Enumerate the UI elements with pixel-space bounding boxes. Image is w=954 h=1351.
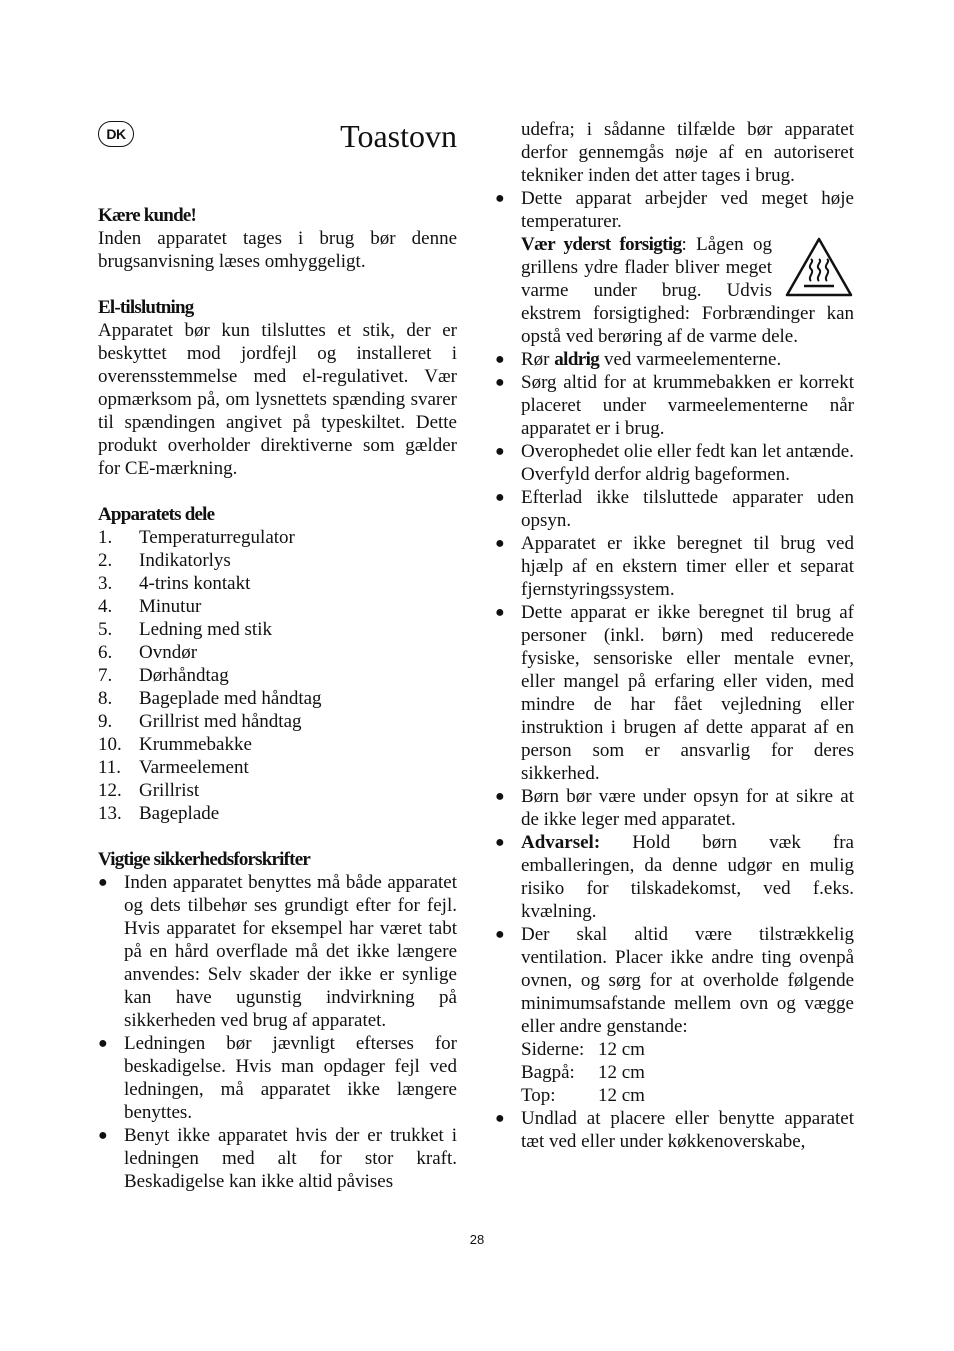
list-item: 12. Grillrist — [98, 780, 200, 801]
safety-item: ● Efterlad ikke tilsluttede apparater uden opsyn. — [495, 487, 854, 531]
el-text: Apparatet bør kun tilsluttes et stik, der er beskyttet mod jordfejl og installeret i overensstemmelse med el-regulativet. Vær opmærksom på, om lysnettets spænding svarer til spændingen angivet på typeskiltet. Dette produkt overholder direktiverne som gælder for CE-mærkning. — [98, 320, 457, 479]
safety-item: ● Inden apparatet benyttes må både apparatet og dets tilbehør ses grundigt efter for fejl. Hvis apparatet for eksempel har været tabt på en hård overflade må det ikke længere anvendes: Selv skader der ikke er synlige kan have ugunstig indvirkning på sikkerheden ved brug af apparatet. — [98, 872, 457, 1031]
safety-item: ● Undlad at placere eller benytte apparatet tæt ved eller under køkkenoverskabe, — [495, 1108, 854, 1152]
bullet-icon: ● — [495, 443, 505, 460]
list-item: 8. Bageplade med håndtag — [98, 688, 322, 709]
safety-item: ● Der skal altid være tilstrækkelig ventilation. Placer ikke andre ting ovenpå ovnen, og sørg for at overholde følgende minimumsafstande mellem ovn og vægge eller andre genstande: — [495, 924, 854, 1037]
el-heading: El-tilslutning — [98, 297, 194, 318]
distance-row: Bagpå: 12 cm — [521, 1062, 645, 1083]
safety-item: ● Dette apparat er ikke beregnet til brug af personer (inkl. børn) med reducerede fysiske, sensoriske eller mentale evner, eller mangel på erfaring eller viden, med mindre de har fået vejledning eller instruktion i brugen af dette apparat af en person som er ansvarlig for deres sikkerhed. — [495, 602, 854, 784]
greeting-heading: Kære kunde! — [98, 205, 197, 226]
caution-label: Vær yderst forsigtig — [521, 234, 682, 255]
continuation-text: udefra; i sådanne tilfælde bør apparatet derfor gennemgås nøje af en autoriseret tekniker inden det atter tages i brug. — [521, 119, 854, 186]
list-item: 2. Indikatorlys — [98, 550, 231, 571]
safety-item: ● Apparatet er ikke beregnet til brug ved hjælp af en ekstern timer eller et separat fjernstyringssystem. — [495, 533, 854, 600]
safety-heading: Vigtige sikkerhedsforskrifter — [98, 849, 310, 870]
safety-item: ● Børn bør være under opsyn for at sikre at de ikke leger med apparatet. — [495, 786, 854, 830]
caution-text: : Lågen og grillens ydre flader bliver meget varme under brug. Udvis ekstrem forsigtighed: Forbrændinger kan opstå ved berøring af de varme dele. — [521, 234, 854, 347]
safety-item: ● Rør aldrig ved varmeelementerne. — [495, 349, 782, 370]
bullet-icon: ● — [495, 351, 505, 368]
list-item: 4. Minutur — [98, 596, 202, 617]
list-item: 7. Dørhåndtag — [98, 665, 229, 686]
bullet-icon: ● — [495, 1110, 505, 1127]
bullet-icon: ● — [98, 874, 108, 891]
parts-list — [98, 526, 457, 825]
list-item: 6. Ovndør — [98, 642, 198, 663]
right-column — [495, 118, 854, 1153]
list-item: 3. 4-trins kontakt — [98, 573, 251, 594]
greeting-text: Inden apparatet tages i brug bør denne brugsanvisning læses omhyggeligt. — [98, 228, 457, 272]
list-item: 10. Krummebakke — [98, 734, 252, 755]
safety-item: ● Advarsel: Hold børn væk fra emballeringen, da denne udgør en mulig risiko for tilskadekomst, ved f.eks. kvælning. — [495, 832, 854, 922]
page-number: 28 — [469, 1232, 485, 1247]
hot-caution — [521, 233, 854, 348]
bullet-icon: ● — [495, 489, 505, 506]
list-item: 1. Temperaturregulator — [98, 527, 295, 548]
safety-item: ● Ledningen bør jævnligt efterses for beskadigelse. Hvis man opdager fejl ved ledningen, må apparatet ikke længere benyttes. — [98, 1033, 457, 1123]
bullet-icon: ● — [495, 535, 505, 552]
distance-table — [521, 1038, 854, 1107]
bullet-icon: ● — [495, 926, 505, 943]
warning-label: Advarsel: — [521, 832, 601, 853]
left-column — [98, 118, 457, 1193]
list-item: 13. Bageplade — [98, 803, 220, 824]
safety-item: ● Sørg altid for at krummebakken er korrekt placeret under varmeelementerne når apparatet er i brug. — [495, 372, 854, 439]
bullet-icon: ● — [495, 190, 505, 207]
bullet-icon: ● — [495, 374, 505, 391]
language-badge: DK — [98, 121, 134, 147]
bullet-icon: ● — [98, 1127, 108, 1144]
page-header — [98, 118, 457, 204]
hot-surface-warning-icon — [784, 236, 854, 298]
bullet-icon: ● — [98, 1035, 108, 1052]
parts-heading: Apparatets dele — [98, 504, 215, 525]
safety-item: ● Dette apparat arbejder ved meget høje temperaturer. — [495, 188, 854, 232]
bullet-icon: ● — [495, 834, 505, 851]
distance-row: Top: 12 cm — [521, 1085, 645, 1106]
page-title: Toastovn — [340, 118, 457, 154]
safety-item: ● Benyt ikke apparatet hvis der er trukket i ledningen med alt for stor kraft. Beskadigelse kan ikke altid påvises — [98, 1125, 457, 1192]
bullet-icon: ● — [495, 604, 505, 621]
list-item: 9. Grillrist med håndtag — [98, 711, 302, 732]
safety-item: ● Overophedet olie eller fedt kan let antænde. Overfyld derfor aldrig bageformen. — [495, 441, 854, 485]
bullet-icon: ● — [495, 788, 505, 805]
list-item: 5. Ledning med stik — [98, 619, 272, 640]
list-item: 11. Varmeelement — [98, 757, 249, 778]
distance-row: Siderne: 12 cm — [521, 1039, 645, 1060]
